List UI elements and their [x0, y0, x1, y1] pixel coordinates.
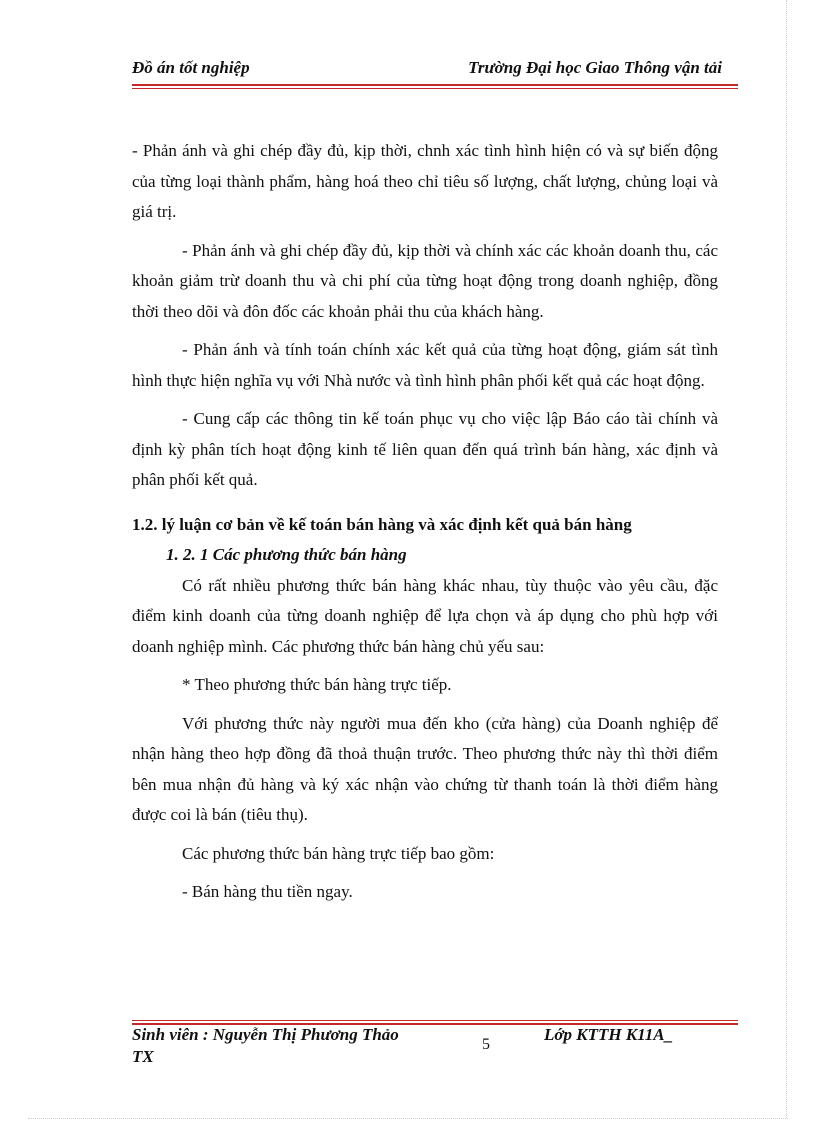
footer-student-name: Sinh viên : Nguyễn Thị Phương Thảo	[132, 1025, 399, 1044]
section-paragraph-3: Với phương thức này người mua đến kho (cửa hàng) của Doanh nghiệp để nhận hàng theo hợp đồng đã thoả thuận trước. Theo phương thức này thì thời điểm bên mua nhận đủ hàng và ký xác nhận vào chứng từ thanh toán là thời điểm hàng được coi là bán (tiêu thụ).	[132, 713, 718, 824]
section-paragraph-2: * Theo phương thức bán hàng trực tiếp.	[182, 675, 452, 694]
paragraph-4: - Cung cấp các thông tin kế toán phục vụ cho việc lập Báo cáo tài chính và định kỳ phân tích hoạt động kinh tế liên quan đến quá trình bán hàng, xác định và phân phối kết quả.	[132, 409, 718, 489]
section-paragraph-5: - Bán hàng thu tiền ngay.	[182, 882, 353, 901]
header-rule-bottom	[132, 88, 738, 89]
paragraph-3: - Phản ánh và tính toán chính xác kết quả của từng hoạt động, giám sát tình hình thực hiện nghĩa vụ với Nhà nước và tình hình phân phối kết quả các hoạt động.	[132, 340, 718, 390]
footer-student	[132, 1024, 452, 1068]
page-right-border	[786, 0, 787, 1118]
footer-rule-top	[132, 1020, 738, 1021]
header-university: Trường Đại học Giao Thông vận tải	[468, 58, 722, 77]
page-number: 5	[482, 1036, 490, 1053]
header-thesis-title: Đồ án tốt nghiệp	[132, 58, 250, 77]
section-heading: 1.2. lý luận cơ bản về kế toán bán hàng và xác định kết quả bán hàng	[132, 514, 632, 534]
header-rule-top	[132, 84, 738, 86]
paragraph-2: - Phản ánh và ghi chép đầy đủ, kịp thời và chính xác các khoản doanh thu, các khoản giảm trừ doanh thu và chi phí của từng hoạt động trong doanh nghiệp, đồng thời theo dõi và đôn đốc các khoản phải thu của khách hàng.	[132, 240, 718, 321]
page-bottom-border	[28, 1118, 788, 1119]
footer-class: Lớp KTTH K11A_	[544, 1025, 674, 1044]
subsection-heading: 1. 2. 1 Các phương thức bán hàng	[166, 545, 407, 564]
section-paragraph-4: Các phương thức bán hàng trực tiếp bao gồm:	[182, 843, 495, 863]
page-body	[132, 136, 718, 908]
footer-student-suffix: TX	[132, 1047, 154, 1066]
paragraph-1: - Phản ánh và ghi chép đầy đủ, kịp thời, chnh xác tình hình hiện có và sự biến động của từng loại thành phẩm, hàng hoá theo chỉ tiêu số lượng, chất lượng, chủng loại và giá trị.	[132, 141, 718, 221]
page-header	[132, 58, 722, 82]
section-paragraph-1: Có rất nhiều phương thức bán hàng khác nhau, tùy thuộc vào yêu cầu, đặc điểm kinh doanh của từng doanh nghiệp để lựa chọn và áp dụng cho phù hợp với doanh nghiệp mình. Các phương thức bán hàng chủ yếu sau:	[132, 575, 718, 656]
page-footer	[132, 1024, 722, 1074]
